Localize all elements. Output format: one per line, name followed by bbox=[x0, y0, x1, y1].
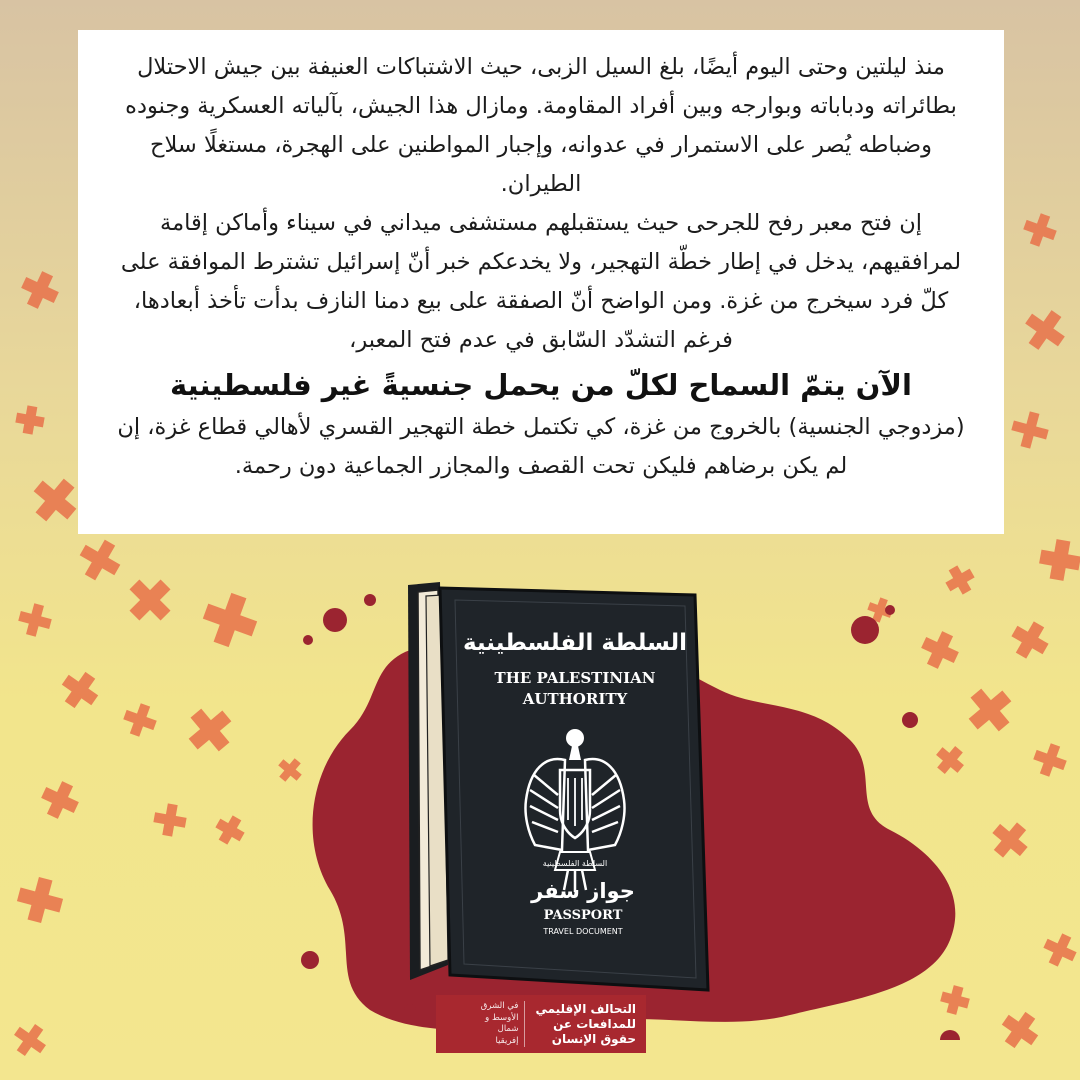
logo-line-1: التحالف الإقليمي bbox=[535, 1001, 636, 1016]
logo-line-3: حقوق الإنسان bbox=[551, 1031, 636, 1046]
article-text-card bbox=[78, 30, 1004, 534]
passport-label-english: PASSPORT bbox=[543, 908, 623, 923]
emblem-ribbon-text: السلطة الفلسطينية bbox=[542, 859, 608, 868]
article-highlight: الآن يتمّ السماح لكلّ من يحمل جنسيةً غير فلسطينية bbox=[170, 368, 912, 402]
logo-region-text bbox=[481, 1001, 526, 1047]
passport-authority-arabic: السلطة الفلسطينية bbox=[462, 630, 688, 656]
logo-sub-3: شمال bbox=[497, 1024, 519, 1034]
passport-illustration bbox=[290, 570, 970, 1040]
logo-sub-4: إفريقيا bbox=[495, 1035, 519, 1046]
logo-main-text bbox=[535, 1002, 636, 1047]
article-paragraph-1: منذ ليلتين وحتى اليوم أيضًا، بلغ السيل الزبى، حيث الاشتباكات العنيفة بين جيش الاحتلال بطائراته ودباباته وبوارجه وبين أفراد المقاومة. ومازال هذا الجيش، بآلياته العسكرية وجنوده وضباطه يُصر على الاستمرار في عدوانه، وإجبار المواطنين على الهجرة، مستغلًا سلاح الطيران. bbox=[125, 54, 957, 197]
passport-travel-document: TRAVEL DOCUMENT bbox=[543, 927, 623, 936]
passport-authority-english-1: THE PALESTINIAN bbox=[494, 669, 656, 687]
organisation-logo bbox=[436, 995, 646, 1053]
logo-sub-2: الأوسط و bbox=[485, 1012, 519, 1023]
logo-sub-1: في الشرق bbox=[480, 1001, 519, 1011]
passport-label-arabic: جواز سفر bbox=[531, 879, 635, 903]
passport-authority-english-2: AUTHORITY bbox=[522, 690, 628, 708]
article-paragraph-3: (مزدوجي الجنسية) بالخروج من غزة، كي تكتمل خطة التهجير القسري لأهالي قطاع غزة، إن لم يكن برضاهم فليكن تحت القصف والمجازر الجماعية دون رحمة. bbox=[117, 414, 965, 479]
article-paragraph-2: إن فتح معبر رفح للجرحى حيث يستقبلهم مستشفى ميداني في سيناء وأماكن إقامة لمرافقيهم، يدخل في إطار خطّة التهجير، ولا يخدعكم خبر أنّ إسرائيل تشترط الموافقة على كلّ فرد سيخرج من غزة. ومن الواضح أنّ الصفقة على بيع دمنا النازف بدأت تأخذ أبعادها، فرغم التشدّد السّابق في عدم فتح المعبر، bbox=[120, 210, 962, 353]
logo-line-2: للمدافعات عن bbox=[553, 1016, 636, 1031]
